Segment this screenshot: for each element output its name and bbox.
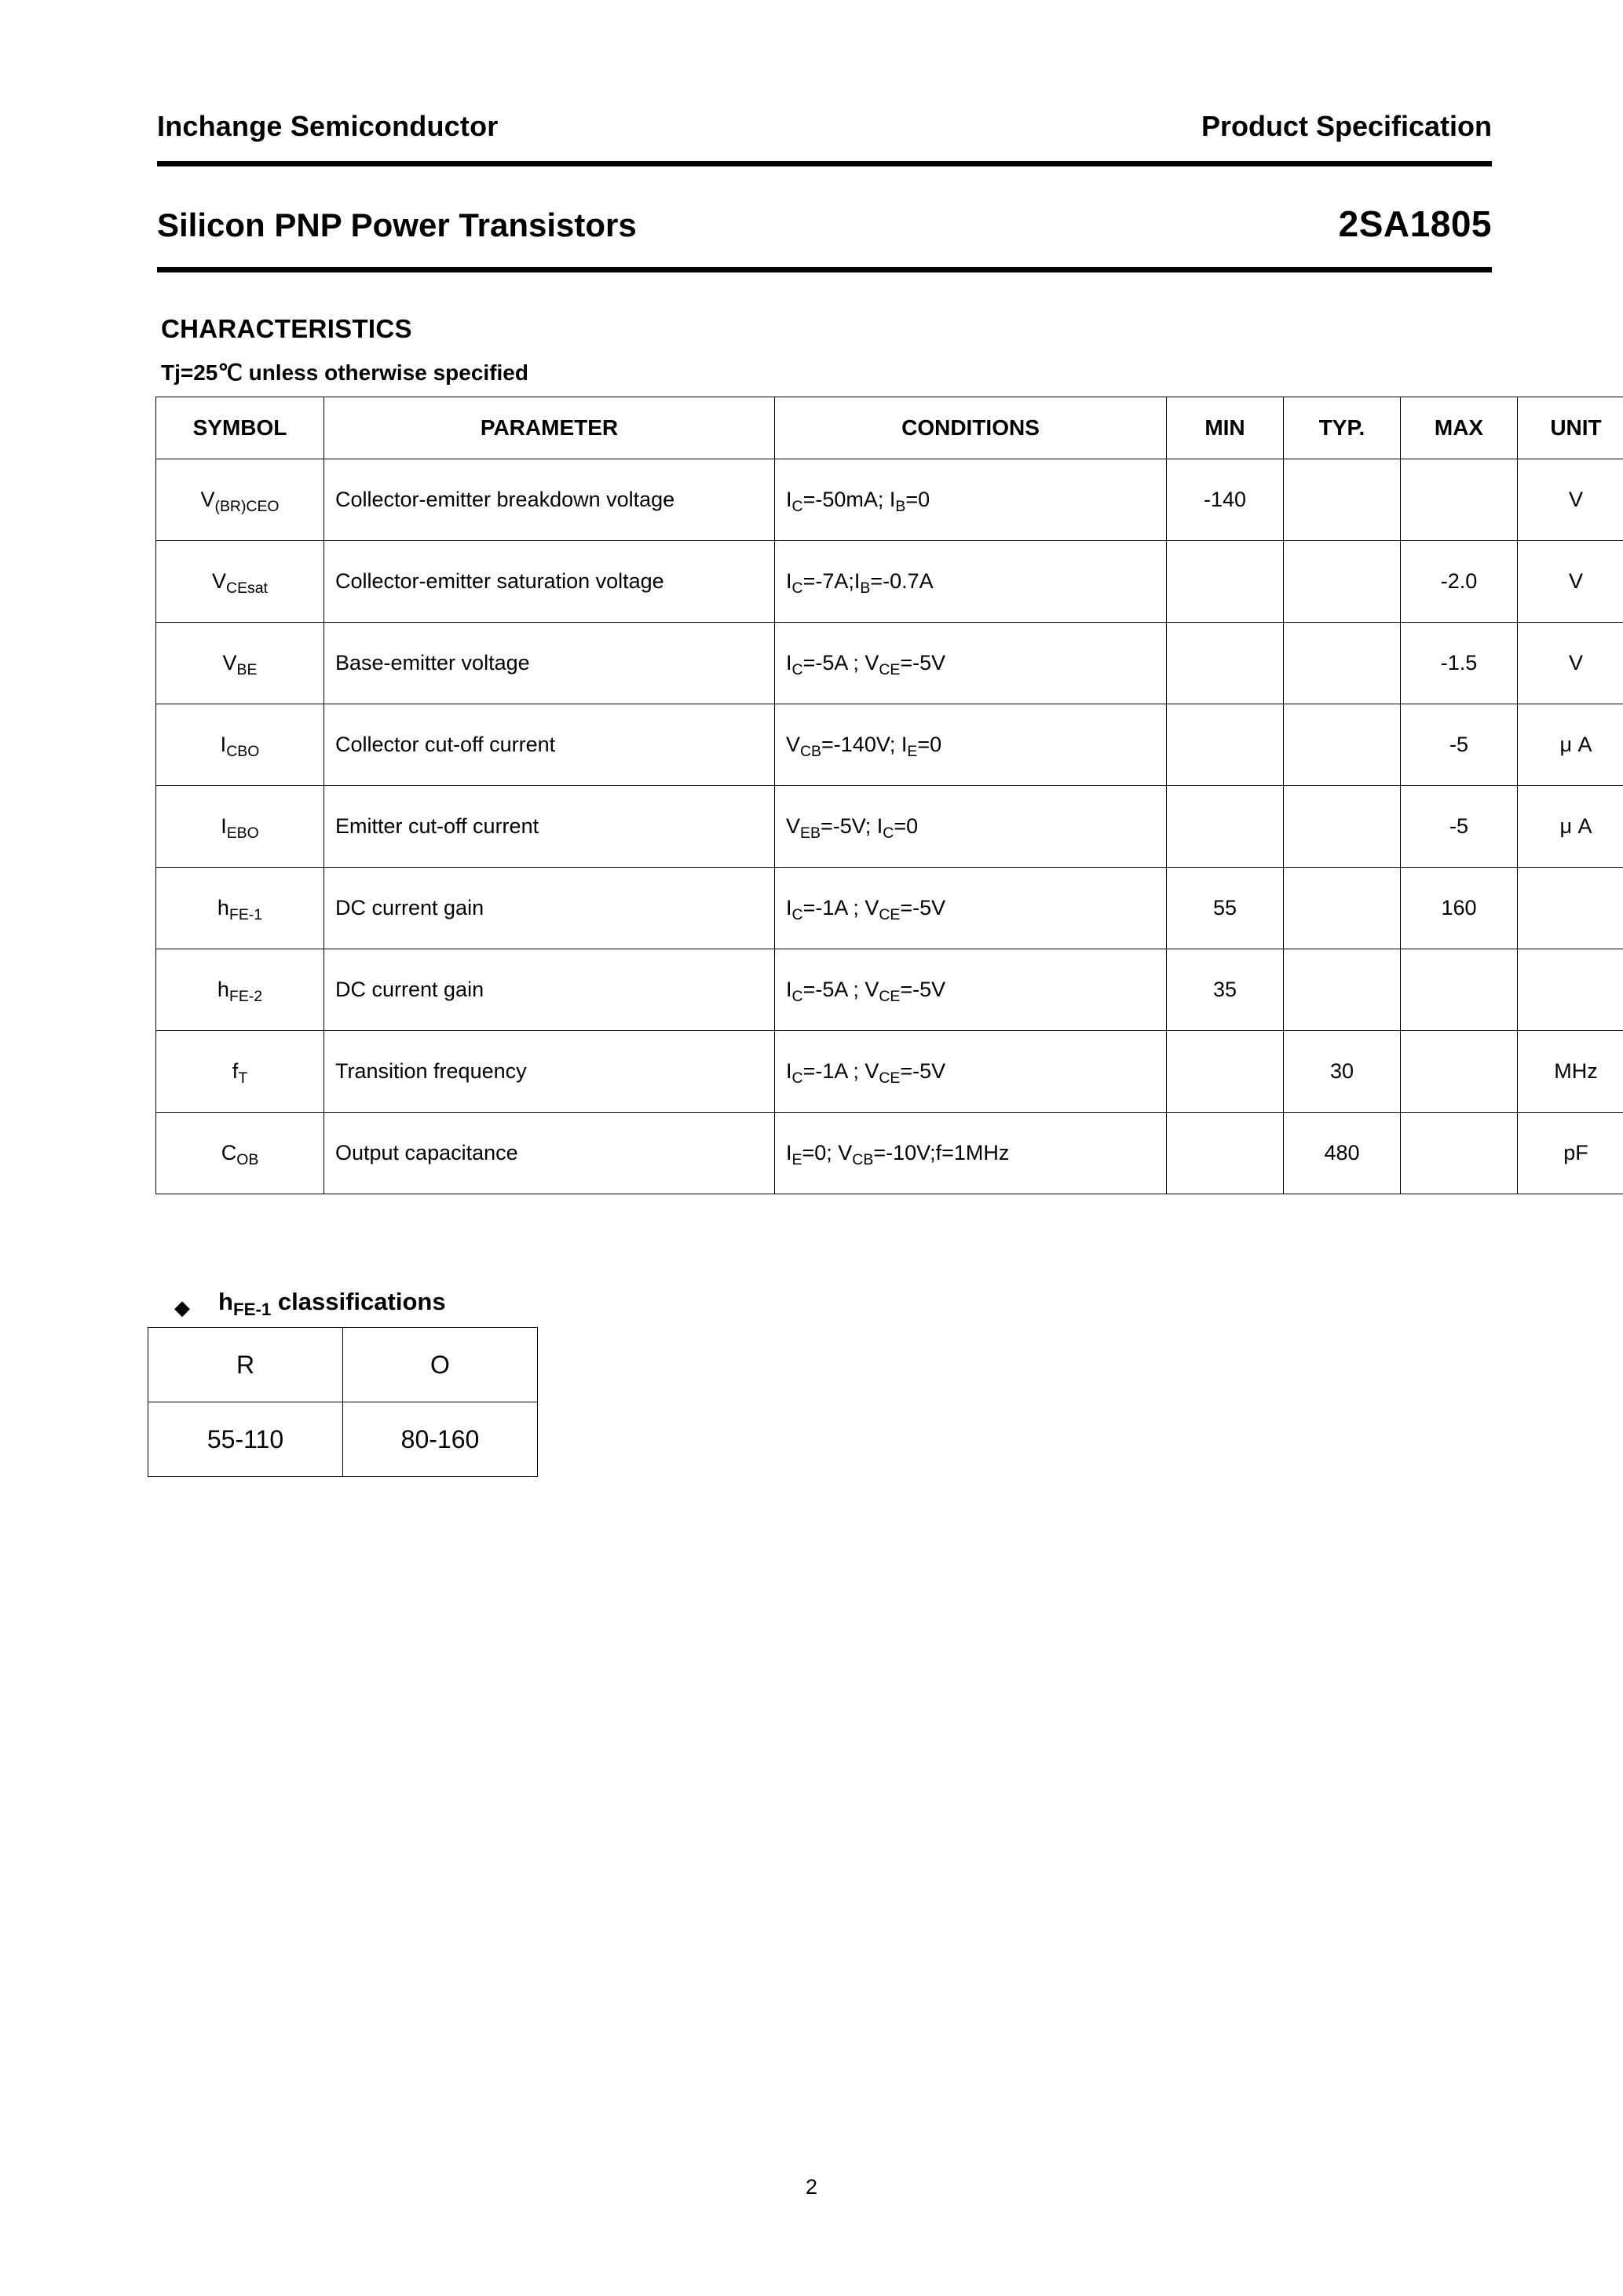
table-row — [156, 623, 1623, 704]
symbol-subscript: T — [238, 1069, 248, 1088]
condition-subscript: E — [907, 743, 918, 761]
cell-conditions — [775, 1113, 1167, 1194]
cell-min: -140 — [1167, 459, 1284, 541]
cell-conditions — [775, 1031, 1167, 1113]
symbol-subscript: CEsat — [226, 579, 268, 598]
condition-subscript: EB — [800, 824, 821, 843]
cell-unit: MHz — [1518, 1031, 1623, 1113]
cell-parameter: Emitter cut-off current — [324, 786, 775, 868]
cell-symbol — [156, 1031, 324, 1113]
hfe-label-tail: classifications — [271, 1288, 446, 1315]
column-header-typ: TYP. — [1284, 397, 1401, 459]
condition-subscript: CB — [800, 743, 822, 761]
symbol-main: I — [221, 814, 227, 838]
table-row — [156, 1113, 1623, 1194]
table-body — [156, 459, 1623, 1194]
table-header-row — [156, 397, 1623, 459]
symbol-main: V — [212, 569, 227, 593]
condition-text: =-10V;f=1MHz — [873, 1141, 1010, 1164]
condition-subscript: CE — [879, 988, 901, 1006]
cell-conditions — [775, 868, 1167, 949]
cell-unit: μ A — [1518, 786, 1623, 868]
table-row — [156, 868, 1623, 949]
cell-conditions — [775, 786, 1167, 868]
condition-text: =-5V; — [820, 814, 877, 838]
cell-symbol — [156, 541, 324, 623]
cell-unit — [1518, 868, 1623, 949]
title-row — [157, 203, 1492, 245]
cell-conditions — [775, 623, 1167, 704]
condition-text: I — [786, 651, 792, 675]
cell-typ — [1284, 704, 1401, 786]
condition-text: V — [865, 896, 879, 919]
table-row — [156, 459, 1623, 541]
hfe-rank-r: R — [148, 1328, 343, 1402]
cell-conditions — [775, 459, 1167, 541]
cell-min — [1167, 1031, 1284, 1113]
hfe-range-o: 80-160 — [343, 1402, 538, 1477]
table-row — [156, 786, 1623, 868]
symbol-subscript: FE-2 — [228, 988, 263, 1006]
symbol-main: f — [232, 1059, 239, 1083]
cell-unit: μ A — [1518, 704, 1623, 786]
cell-unit: V — [1518, 623, 1623, 704]
cell-typ — [1284, 459, 1401, 541]
condition-text: I — [786, 569, 792, 593]
condition-text: =-5V — [900, 651, 946, 675]
condition-text: V — [865, 978, 879, 1001]
condition-text: V — [865, 651, 879, 675]
condition-text: =-50mA; — [802, 488, 890, 511]
hfe-value-row — [148, 1402, 538, 1477]
cell-parameter: Transition frequency — [324, 1031, 775, 1113]
column-header-parameter: PARAMETER — [324, 397, 775, 459]
cell-unit: V — [1518, 459, 1623, 541]
cell-max: -5 — [1401, 786, 1518, 868]
condition-text: V — [786, 733, 801, 756]
condition-text: I — [786, 1141, 792, 1164]
column-header-max: MAX — [1401, 397, 1518, 459]
cell-min — [1167, 704, 1284, 786]
page-header — [157, 110, 1492, 143]
cell-parameter: Output capacitance — [324, 1113, 775, 1194]
cell-typ: 30 — [1284, 1031, 1401, 1113]
condition-text: I — [901, 733, 908, 756]
table-row — [156, 704, 1623, 786]
cell-parameter: Collector cut-off current — [324, 704, 775, 786]
condition-text: =-5V — [900, 896, 946, 919]
cell-min: 35 — [1167, 949, 1284, 1031]
table-row — [156, 541, 1623, 623]
symbol-main: V — [200, 488, 215, 511]
cell-parameter: Collector-emitter breakdown voltage — [324, 459, 775, 541]
condition-subscript: CE — [879, 661, 901, 679]
condition-subscript: B — [860, 579, 871, 598]
cell-unit: pF — [1518, 1113, 1623, 1194]
condition-text: =-140V; — [821, 733, 901, 756]
cell-parameter: DC current gain — [324, 949, 775, 1031]
cell-max: -2.0 — [1401, 541, 1518, 623]
cell-typ — [1284, 949, 1401, 1031]
cell-symbol — [156, 704, 324, 786]
cell-min — [1167, 623, 1284, 704]
cell-typ: 480 — [1284, 1113, 1401, 1194]
diamond-bullet-icon: ◆ — [174, 1296, 190, 1319]
header-rule-top — [157, 161, 1492, 166]
symbol-subscript: BE — [236, 661, 258, 679]
condition-text: I — [786, 1059, 792, 1083]
condition-subscript: C — [791, 579, 803, 598]
characteristics-table — [155, 397, 1623, 1194]
part-number: 2SA1805 — [1338, 203, 1492, 244]
cell-parameter: DC current gain — [324, 868, 775, 949]
condition-text: =0; — [802, 1141, 839, 1164]
hfe-label-sub: FE-1 — [232, 1300, 272, 1320]
hfe-range-r: 55-110 — [148, 1402, 343, 1477]
symbol-subscript: OB — [236, 1151, 259, 1169]
cell-min: 55 — [1167, 868, 1284, 949]
symbol-main: h — [217, 978, 229, 1001]
characteristics-heading: CHARACTERISTICS — [161, 314, 412, 343]
condition-text: =-5A ; — [802, 978, 865, 1001]
hfe-label-main: h — [218, 1288, 233, 1315]
cell-symbol — [156, 786, 324, 868]
page-number: 2 — [805, 2175, 818, 2199]
column-header-min: MIN — [1167, 397, 1284, 459]
cell-typ — [1284, 623, 1401, 704]
column-header-unit: UNIT — [1518, 397, 1623, 459]
condition-text: =0 — [894, 814, 919, 838]
cell-typ — [1284, 868, 1401, 949]
symbol-subscript: FE-1 — [228, 906, 263, 924]
condition-subscript: C — [883, 824, 894, 843]
cell-max — [1401, 1031, 1518, 1113]
cell-max: 160 — [1401, 868, 1518, 949]
condition-text: V — [838, 1141, 853, 1164]
cell-unit — [1518, 949, 1623, 1031]
condition-subscript: C — [791, 1069, 803, 1088]
cell-symbol — [156, 949, 324, 1031]
cell-max — [1401, 459, 1518, 541]
cell-min — [1167, 1113, 1284, 1194]
condition-text: I — [854, 569, 861, 593]
condition-subscript: B — [895, 498, 906, 516]
cell-symbol — [156, 1113, 324, 1194]
cell-min — [1167, 541, 1284, 623]
cell-parameter: Collector-emitter saturation voltage — [324, 541, 775, 623]
table-row — [156, 1031, 1623, 1113]
header-rule-bottom — [157, 267, 1492, 272]
column-header-symbol: SYMBOL — [156, 397, 324, 459]
symbol-main: C — [221, 1141, 237, 1164]
cell-conditions — [775, 541, 1167, 623]
cell-symbol — [156, 868, 324, 949]
condition-text: I — [889, 488, 896, 511]
symbol-subscript: CBO — [226, 743, 260, 761]
condition-text: =-5A ; — [802, 651, 865, 675]
cell-conditions — [775, 704, 1167, 786]
cell-max — [1401, 1113, 1518, 1194]
cell-typ — [1284, 786, 1401, 868]
condition-subscript: E — [791, 1151, 802, 1169]
table-row — [156, 949, 1623, 1031]
symbol-main: h — [217, 896, 229, 919]
hfe-classifications-title — [218, 1288, 446, 1320]
condition-text: V — [786, 814, 801, 838]
cell-min — [1167, 786, 1284, 868]
condition-text: =-7A; — [802, 569, 854, 593]
condition-text: V — [865, 1059, 879, 1083]
condition-subscript: CE — [879, 906, 901, 924]
condition-text: =-5V — [900, 1059, 946, 1083]
symbol-main: V — [222, 651, 237, 675]
cell-max: -5 — [1401, 704, 1518, 786]
condition-text: =0 — [905, 488, 930, 511]
symbol-main: I — [220, 733, 227, 756]
symbol-subscript: (BR)CEO — [214, 498, 280, 516]
temperature-note: Tj=25℃ unless otherwise specified — [161, 360, 528, 385]
cell-unit: V — [1518, 541, 1623, 623]
cell-typ — [1284, 541, 1401, 623]
cell-conditions — [775, 949, 1167, 1031]
condition-subscript: CB — [852, 1151, 874, 1169]
condition-text: I — [786, 978, 792, 1001]
condition-text: I — [786, 488, 792, 511]
condition-subscript: CE — [879, 1069, 901, 1088]
condition-text: =-5V — [900, 978, 946, 1001]
hfe-rank-o: O — [343, 1328, 538, 1402]
hfe-classification-table — [148, 1327, 538, 1477]
condition-subscript: C — [791, 988, 803, 1006]
condition-text: =-1A ; — [802, 896, 865, 919]
column-header-conditions: CONDITIONS — [775, 397, 1167, 459]
cell-max — [1401, 949, 1518, 1031]
cell-symbol — [156, 459, 324, 541]
cell-parameter: Base-emitter voltage — [324, 623, 775, 704]
cell-symbol — [156, 623, 324, 704]
condition-text: =-1A ; — [802, 1059, 865, 1083]
document-type: Product Specification — [1201, 110, 1492, 142]
condition-text: I — [786, 896, 792, 919]
hfe-header-row — [148, 1328, 538, 1402]
condition-text: =0 — [917, 733, 942, 756]
condition-text: I — [876, 814, 883, 838]
symbol-subscript: EBO — [226, 824, 259, 843]
condition-subscript: C — [791, 498, 803, 516]
page-title: Silicon PNP Power Transistors — [157, 207, 637, 243]
company-name: Inchange Semiconductor — [157, 110, 499, 142]
cell-max: -1.5 — [1401, 623, 1518, 704]
condition-text: =-0.7A — [870, 569, 934, 593]
condition-subscript: C — [791, 906, 803, 924]
condition-subscript: C — [791, 661, 803, 679]
